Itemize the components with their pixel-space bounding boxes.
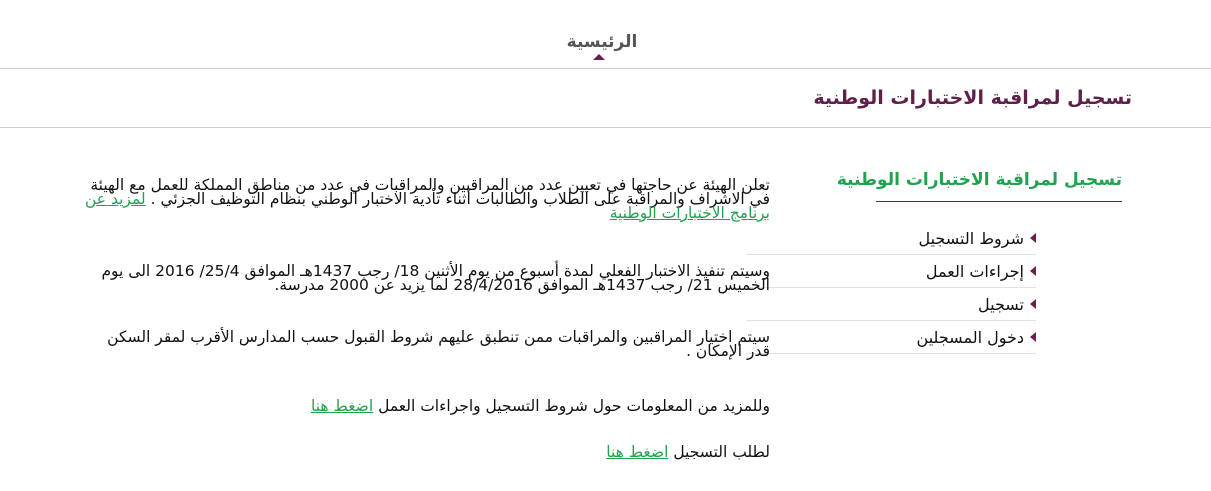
top-navigation bbox=[0, 0, 1211, 69]
page-header bbox=[0, 69, 1211, 128]
sidebar-item-registration-conditions[interactable] bbox=[746, 222, 1036, 255]
national-tests-program-link[interactable]: لمزيد عن برنامج الاختبارات الوطنية bbox=[84, 190, 770, 222]
nav-home-link[interactable]: الرئيسية bbox=[566, 32, 638, 52]
registration-request-text: لطلب التسجيل bbox=[668, 443, 770, 461]
sidebar bbox=[836, 170, 1122, 354]
triangle-left-icon bbox=[1030, 266, 1036, 276]
selection-paragraph: سيتم اختيار المراقبين والمراقبات ممن تنطبق عليهم شروط القبول حسب المدارس الأقرب لمقر السكن قدر الإمكان . bbox=[107, 328, 770, 360]
sidebar-item-label: تسجيل bbox=[978, 294, 1024, 314]
more-info-text: وللمزيد من المعلومات حول شروط التسجيل واجراءات العمل bbox=[373, 397, 770, 415]
page-title: تسجيل لمراقبة الاختبارات الوطنية bbox=[813, 87, 1132, 109]
more-info-paragraph bbox=[80, 396, 770, 416]
sidebar-menu bbox=[746, 222, 1036, 354]
registration-request-link[interactable]: اضغط هنا bbox=[606, 443, 669, 461]
announcement-paragraph bbox=[80, 178, 770, 220]
schedule-paragraph: وسيتم تنفيذ الاختبار الفعلي لمدة أسبوع من يوم الأثنين 18/ رجب 1437هـ الموافق 25/4/ 2016 الى يوم الخميس 21/ رجب 1437هـ الموافق 28/4/2016 لما يزيد عن 2000 مدرسة. bbox=[101, 262, 770, 294]
sidebar-item-work-procedures[interactable] bbox=[746, 255, 1036, 288]
more-info-link[interactable]: اضغط هنا bbox=[310, 397, 374, 415]
triangle-left-icon bbox=[1030, 233, 1036, 243]
triangle-left-icon bbox=[1030, 299, 1036, 309]
sidebar-item-label: شروط التسجيل bbox=[918, 228, 1024, 248]
sidebar-item-label: دخول المسجلين bbox=[916, 327, 1024, 347]
registration-request-paragraph bbox=[80, 442, 770, 462]
triangle-left-icon bbox=[1030, 332, 1036, 342]
sidebar-item-register[interactable] bbox=[746, 288, 1036, 321]
announcement-text: تعلن الهيئة عن حاجتها في تعيين عدد من المراقبين والمراقبات في عدد من مناطق المملكة للعمل مع الهيئة في الاشراف والمراقبة على الطلاب والطالبات أثناء تأدية الاختبار الوطني بنظام التوظيف الجزئي . bbox=[90, 176, 770, 208]
active-caret-icon bbox=[593, 54, 605, 60]
sidebar-item-registered-login[interactable] bbox=[746, 321, 1036, 354]
sidebar-title: تسجيل لمراقبة الاختبارات الوطنية bbox=[876, 170, 1122, 202]
sidebar-item-label: إجراءات العمل bbox=[925, 261, 1024, 281]
